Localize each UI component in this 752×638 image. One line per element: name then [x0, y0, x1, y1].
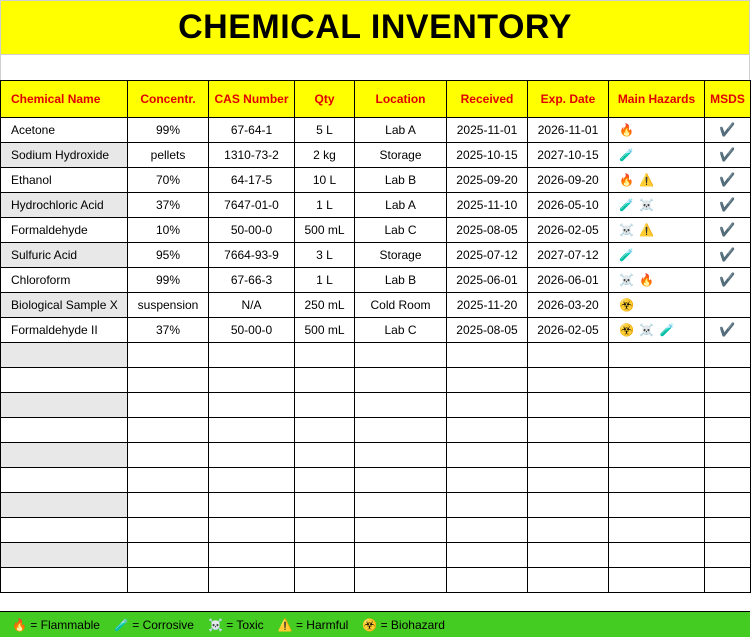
table-row	[1, 268, 751, 293]
cell-chemical-name[interactable]: Ethanol	[1, 168, 128, 193]
cell-msds[interactable]: ✔️	[705, 218, 751, 243]
cell-msds[interactable]	[705, 293, 751, 318]
cell-received[interactable]	[447, 493, 528, 518]
cell-cas-number[interactable]: 7664-93-9	[209, 243, 295, 268]
cell-chemical-name[interactable]: Chloroform	[1, 268, 128, 293]
cell-concentration[interactable]	[128, 393, 209, 418]
cell-exp-date[interactable]: 2026-06-01	[528, 268, 609, 293]
cell-main-hazards[interactable]	[609, 543, 705, 568]
cell-exp-date[interactable]	[528, 568, 609, 593]
cell-received[interactable]: 2025-06-01	[447, 268, 528, 293]
cell-qty[interactable]	[295, 418, 355, 443]
cell-qty[interactable]: 3 L	[295, 243, 355, 268]
cell-received[interactable]	[447, 518, 528, 543]
spacer-row	[0, 55, 750, 80]
cell-qty[interactable]	[295, 368, 355, 393]
column-header-main-hazards[interactable]: Main Hazards	[609, 81, 705, 118]
cell-concentration[interactable]	[128, 518, 209, 543]
cell-msds[interactable]: ✔️	[705, 243, 751, 268]
cell-qty[interactable]: 250 mL	[295, 293, 355, 318]
column-header-received[interactable]: Received	[447, 81, 528, 118]
empty-table-row	[1, 543, 751, 568]
cell-exp-date[interactable]	[528, 368, 609, 393]
cell-location[interactable]: Lab C	[355, 218, 447, 243]
cell-exp-date[interactable]: 2027-10-15	[528, 143, 609, 168]
cell-concentration[interactable]: 99%	[128, 268, 209, 293]
cell-received[interactable]: 2025-07-12	[447, 243, 528, 268]
cell-qty[interactable]	[295, 343, 355, 368]
empty-table-row	[1, 368, 751, 393]
cell-location[interactable]	[355, 343, 447, 368]
table-row	[1, 118, 751, 143]
cell-location[interactable]	[355, 568, 447, 593]
cell-received[interactable]: 2025-11-01	[447, 118, 528, 143]
page-title: CHEMICAL INVENTORY	[178, 8, 572, 46]
cell-msds[interactable]: ✔️	[705, 268, 751, 293]
cell-msds[interactable]	[705, 568, 751, 593]
cell-concentration[interactable]: pellets	[128, 143, 209, 168]
cell-cas-number[interactable]	[209, 543, 295, 568]
cell-received[interactable]	[447, 543, 528, 568]
cell-concentration[interactable]	[128, 468, 209, 493]
cell-chemical-name[interactable]	[1, 468, 128, 493]
cell-qty[interactable]: 500 mL	[295, 218, 355, 243]
cell-msds[interactable]	[705, 343, 751, 368]
table-row	[1, 318, 751, 343]
cell-location[interactable]: Lab A	[355, 193, 447, 218]
title-bar	[0, 0, 750, 55]
cell-location[interactable]	[355, 443, 447, 468]
cell-cas-number[interactable]	[209, 418, 295, 443]
cell-chemical-name[interactable]: Hydrochloric Acid	[1, 193, 128, 218]
cell-msds[interactable]: ✔️	[705, 143, 751, 168]
cell-location[interactable]: Lab C	[355, 318, 447, 343]
cell-exp-date[interactable]	[528, 343, 609, 368]
cell-location[interactable]	[355, 493, 447, 518]
cell-main-hazards[interactable]	[609, 343, 705, 368]
cell-location[interactable]: Storage	[355, 243, 447, 268]
cell-concentration[interactable]: 37%	[128, 318, 209, 343]
cell-main-hazards[interactable]	[609, 493, 705, 518]
cell-cas-number[interactable]: 64-17-5	[209, 168, 295, 193]
cell-concentration[interactable]	[128, 568, 209, 593]
table-row	[1, 168, 751, 193]
cell-qty[interactable]: 10 L	[295, 168, 355, 193]
cell-main-hazards[interactable]: ☣️ ☠️ 🧪	[609, 318, 705, 343]
cell-chemical-name[interactable]	[1, 443, 128, 468]
column-header-chemical-name[interactable]: Chemical Name	[1, 81, 128, 118]
cell-cas-number[interactable]: 50-00-0	[209, 218, 295, 243]
cell-exp-date[interactable]	[528, 493, 609, 518]
cell-msds[interactable]: ✔️	[705, 118, 751, 143]
cell-chemical-name[interactable]	[1, 543, 128, 568]
empty-table-row	[1, 393, 751, 418]
cell-main-hazards[interactable]	[609, 443, 705, 468]
table-row	[1, 293, 751, 318]
cell-qty[interactable]	[295, 493, 355, 518]
cell-qty[interactable]	[295, 393, 355, 418]
cell-msds[interactable]: ✔️	[705, 168, 751, 193]
cell-msds[interactable]	[705, 393, 751, 418]
cell-concentration[interactable]: suspension	[128, 293, 209, 318]
cell-cas-number[interactable]: 67-64-1	[209, 118, 295, 143]
cell-qty[interactable]	[295, 518, 355, 543]
cell-msds[interactable]: ✔️	[705, 318, 751, 343]
cell-main-hazards[interactable]	[609, 418, 705, 443]
cell-concentration[interactable]: 95%	[128, 243, 209, 268]
cell-concentration[interactable]	[128, 418, 209, 443]
empty-table-row	[1, 443, 751, 468]
cell-cas-number[interactable]	[209, 443, 295, 468]
cell-concentration[interactable]	[128, 443, 209, 468]
cell-concentration[interactable]: 37%	[128, 193, 209, 218]
cell-chemical-name[interactable]	[1, 493, 128, 518]
cell-received[interactable]: 2025-09-20	[447, 168, 528, 193]
cell-exp-date[interactable]	[528, 543, 609, 568]
cell-concentration[interactable]	[128, 343, 209, 368]
cell-qty[interactable]: 500 mL	[295, 318, 355, 343]
column-header-concentration[interactable]: Concentr.	[128, 81, 209, 118]
cell-chemical-name[interactable]: Formaldehyde	[1, 218, 128, 243]
cell-cas-number[interactable]: 1310-73-2	[209, 143, 295, 168]
cell-msds[interactable]	[705, 543, 751, 568]
cell-received[interactable]	[447, 343, 528, 368]
cell-chemical-name[interactable]: Acetone	[1, 118, 128, 143]
cell-concentration[interactable]: 70%	[128, 168, 209, 193]
cell-main-hazards[interactable]: 🔥 ⚠️	[609, 168, 705, 193]
cell-chemical-name[interactable]: Formaldehyde II	[1, 318, 128, 343]
cell-exp-date[interactable]: 2026-05-10	[528, 193, 609, 218]
cell-msds[interactable]	[705, 368, 751, 393]
cell-exp-date[interactable]: 2026-09-20	[528, 168, 609, 193]
cell-msds[interactable]: ✔️	[705, 193, 751, 218]
header-row	[1, 81, 751, 118]
empty-table-row	[1, 493, 751, 518]
cell-location[interactable]	[355, 543, 447, 568]
cell-location[interactable]	[355, 468, 447, 493]
table-row	[1, 193, 751, 218]
cell-concentration[interactable]	[128, 543, 209, 568]
cell-main-hazards[interactable]	[609, 568, 705, 593]
cell-cas-number[interactable]	[209, 568, 295, 593]
cell-exp-date[interactable]	[528, 443, 609, 468]
cell-chemical-name[interactable]: Sulfuric Acid	[1, 243, 128, 268]
cell-location[interactable]	[355, 393, 447, 418]
cell-location[interactable]: Storage	[355, 143, 447, 168]
cell-location[interactable]: Cold Room	[355, 293, 447, 318]
cell-cas-number[interactable]: N/A	[209, 293, 295, 318]
cell-chemical-name[interactable]	[1, 418, 128, 443]
cell-chemical-name[interactable]	[1, 343, 128, 368]
cell-qty[interactable]: 2 kg	[295, 143, 355, 168]
cell-location[interactable]: Lab A	[355, 118, 447, 143]
cell-exp-date[interactable]	[528, 418, 609, 443]
cell-main-hazards[interactable]	[609, 518, 705, 543]
cell-cas-number[interactable]	[209, 368, 295, 393]
cell-cas-number[interactable]	[209, 343, 295, 368]
empty-table-row	[1, 418, 751, 443]
cell-main-hazards[interactable]: ☠️ 🔥	[609, 268, 705, 293]
cell-chemical-name[interactable]	[1, 393, 128, 418]
cell-received[interactable]	[447, 443, 528, 468]
legend-harmful: ⚠️ = Harmful	[277, 617, 349, 632]
cell-cas-number[interactable]	[209, 518, 295, 543]
cell-cas-number[interactable]: 7647-01-0	[209, 193, 295, 218]
cell-concentration[interactable]: 99%	[128, 118, 209, 143]
empty-table-row	[1, 568, 751, 593]
empty-table-row	[1, 468, 751, 493]
cell-main-hazards[interactable]: ☣️	[609, 293, 705, 318]
cell-received[interactable]: 2025-08-05	[447, 218, 528, 243]
cell-received[interactable]: 2025-11-20	[447, 293, 528, 318]
column-header-msds[interactable]: MSDS	[705, 81, 751, 118]
cell-exp-date[interactable]	[528, 468, 609, 493]
cell-cas-number[interactable]: 67-66-3	[209, 268, 295, 293]
empty-table-row	[1, 518, 751, 543]
cell-location[interactable]: Lab B	[355, 168, 447, 193]
cell-qty[interactable]: 5 L	[295, 118, 355, 143]
table-row	[1, 218, 751, 243]
legend-biohazard: ☣️ = Biohazard	[362, 617, 445, 632]
cell-concentration[interactable]: 10%	[128, 218, 209, 243]
cell-chemical-name[interactable]	[1, 518, 128, 543]
column-header-cas-number[interactable]: CAS Number	[209, 81, 295, 118]
cell-qty[interactable]	[295, 468, 355, 493]
cell-main-hazards[interactable]: ☠️ ⚠️	[609, 218, 705, 243]
cell-main-hazards[interactable]	[609, 468, 705, 493]
cell-received[interactable]	[447, 368, 528, 393]
cell-qty[interactable]	[295, 543, 355, 568]
column-header-exp-date[interactable]: Exp. Date	[528, 81, 609, 118]
cell-main-hazards[interactable]: 🧪	[609, 143, 705, 168]
cell-location[interactable]	[355, 518, 447, 543]
inventory-table	[0, 80, 751, 593]
legend-flammable: 🔥 = Flammable	[12, 617, 100, 632]
cell-cas-number[interactable]: 50-00-0	[209, 318, 295, 343]
cell-exp-date[interactable]: 2026-02-05	[528, 218, 609, 243]
cell-main-hazards[interactable]: 🧪 ☠️	[609, 193, 705, 218]
legend-corrosive: 🧪 = Corrosive	[113, 617, 194, 632]
cell-msds[interactable]	[705, 518, 751, 543]
cell-received[interactable]	[447, 568, 528, 593]
cell-main-hazards[interactable]	[609, 368, 705, 393]
cell-msds[interactable]	[705, 493, 751, 518]
cell-location[interactable]	[355, 368, 447, 393]
cell-cas-number[interactable]	[209, 468, 295, 493]
cell-chemical-name[interactable]	[1, 568, 128, 593]
cell-concentration[interactable]	[128, 368, 209, 393]
cell-received[interactable]: 2025-08-05	[447, 318, 528, 343]
cell-received[interactable]: 2025-10-15	[447, 143, 528, 168]
column-header-location[interactable]: Location	[355, 81, 447, 118]
cell-received[interactable]	[447, 468, 528, 493]
cell-exp-date[interactable]: 2026-03-20	[528, 293, 609, 318]
cell-received[interactable]	[447, 418, 528, 443]
cell-main-hazards[interactable]: 🔥	[609, 118, 705, 143]
cell-cas-number[interactable]	[209, 493, 295, 518]
cell-location[interactable]: Lab B	[355, 268, 447, 293]
cell-chemical-name[interactable]: Sodium Hydroxide	[1, 143, 128, 168]
cell-exp-date[interactable]	[528, 518, 609, 543]
cell-msds[interactable]	[705, 418, 751, 443]
cell-concentration[interactable]	[128, 493, 209, 518]
cell-msds[interactable]	[705, 443, 751, 468]
cell-exp-date[interactable]: 2026-02-05	[528, 318, 609, 343]
empty-table-row	[1, 343, 751, 368]
cell-qty[interactable]: 1 L	[295, 193, 355, 218]
cell-qty[interactable]	[295, 443, 355, 468]
cell-qty[interactable]	[295, 568, 355, 593]
cell-exp-date[interactable]	[528, 393, 609, 418]
cell-exp-date[interactable]: 2026-11-01	[528, 118, 609, 143]
cell-qty[interactable]: 1 L	[295, 268, 355, 293]
cell-received[interactable]	[447, 393, 528, 418]
cell-main-hazards[interactable]	[609, 393, 705, 418]
hazard-legend	[0, 611, 750, 637]
cell-location[interactable]	[355, 418, 447, 443]
cell-msds[interactable]	[705, 468, 751, 493]
cell-received[interactable]: 2025-11-10	[447, 193, 528, 218]
cell-main-hazards[interactable]: 🧪	[609, 243, 705, 268]
legend-toxic: ☠️ = Toxic	[207, 617, 264, 632]
cell-exp-date[interactable]: 2027-07-12	[528, 243, 609, 268]
table-row	[1, 143, 751, 168]
table-row	[1, 243, 751, 268]
column-header-qty[interactable]: Qty	[295, 81, 355, 118]
cell-chemical-name[interactable]: Biological Sample X	[1, 293, 128, 318]
cell-cas-number[interactable]	[209, 393, 295, 418]
cell-chemical-name[interactable]	[1, 368, 128, 393]
